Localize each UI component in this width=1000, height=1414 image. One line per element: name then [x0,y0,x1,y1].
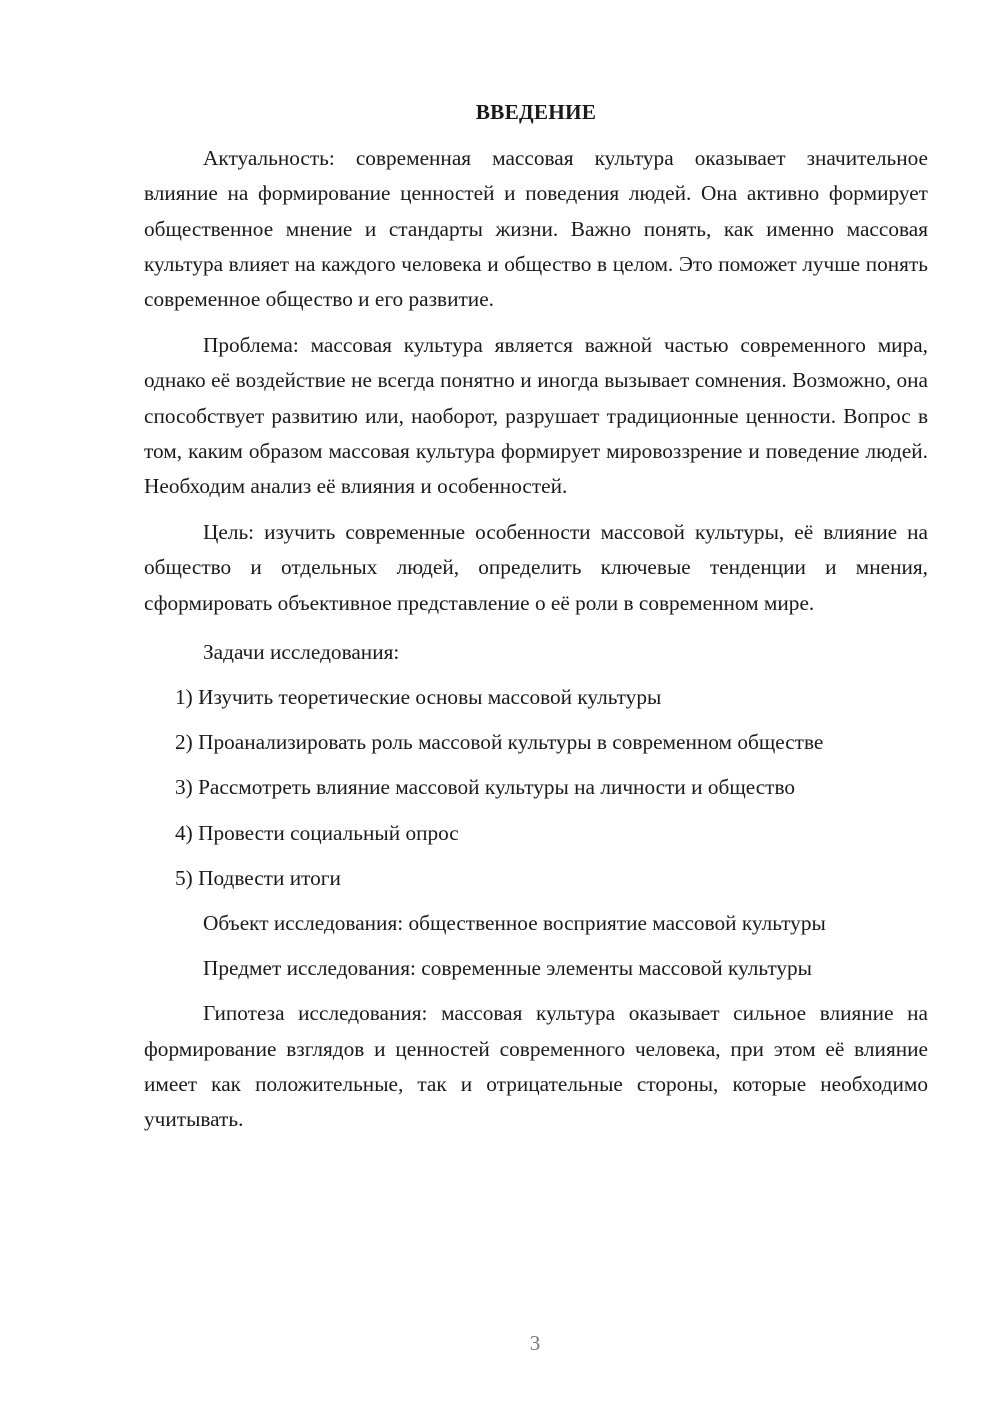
document-page [144,95,928,1148]
hypothesis-paragraph: Гипотеза исследования: массовая культура оказывает сильное влияние на формирование взглядов и ценностей современного человека, при этом её влияние имеет как положительные, так и отрицательные стороны, которые необходимо учитывать. [144,1001,928,1132]
task-item-3: 3) Рассмотреть влияние массовой культуры на личности и общество [175,775,796,800]
tasks-list [144,680,928,896]
task-item-4: 4) Провести социальный опрос [175,820,459,845]
research-subject: Предмет исследования: современные элементы массовой культуры [203,956,812,981]
page-number: 3 [529,1331,541,1355]
tasks-label: Задачи исследования: [203,639,400,664]
section-title: ВВЕДЕНИЕ [475,100,597,124]
goal-paragraph: Цель: изучить современные особенности массовой культуры, её влияние на общество и отдельных людей, определить ключевые тенденции и мнения, сформировать объективное представление о её роли в современном мире. [144,520,928,615]
task-item-5: 5) Подвести итоги [175,865,341,890]
relevance-paragraph: Актуальность: современная массовая культура оказывает значительное влияние на формирование ценностей и поведения людей. Она активно формирует общественное мнение и стандарты жизни. Важно понять, как именно массовая культура влияет на каждого человека и общество в целом. Это поможет лучше понять современное общество и его развитие. [144,146,928,312]
problem-paragraph: Проблема: массовая культура является важной частью современного мира, однако её воздействие не всегда понятно и иногда вызывает сомнения. Возможно, она способствует развитию или, наоборот, разрушает традиционные ценности. Вопрос в том, каким образом массовая культура формирует мировоззрение и поведение людей. Необходим анализ её влияния и особенностей. [144,333,928,499]
task-item-2: 2) Проанализировать роль массовой культуры в современном обществе [175,730,824,755]
task-item-1: 1) Изучить теоретические основы массовой культуры [175,685,662,710]
research-object: Объект исследования: общественное восприятие массовой культуры [203,911,826,936]
